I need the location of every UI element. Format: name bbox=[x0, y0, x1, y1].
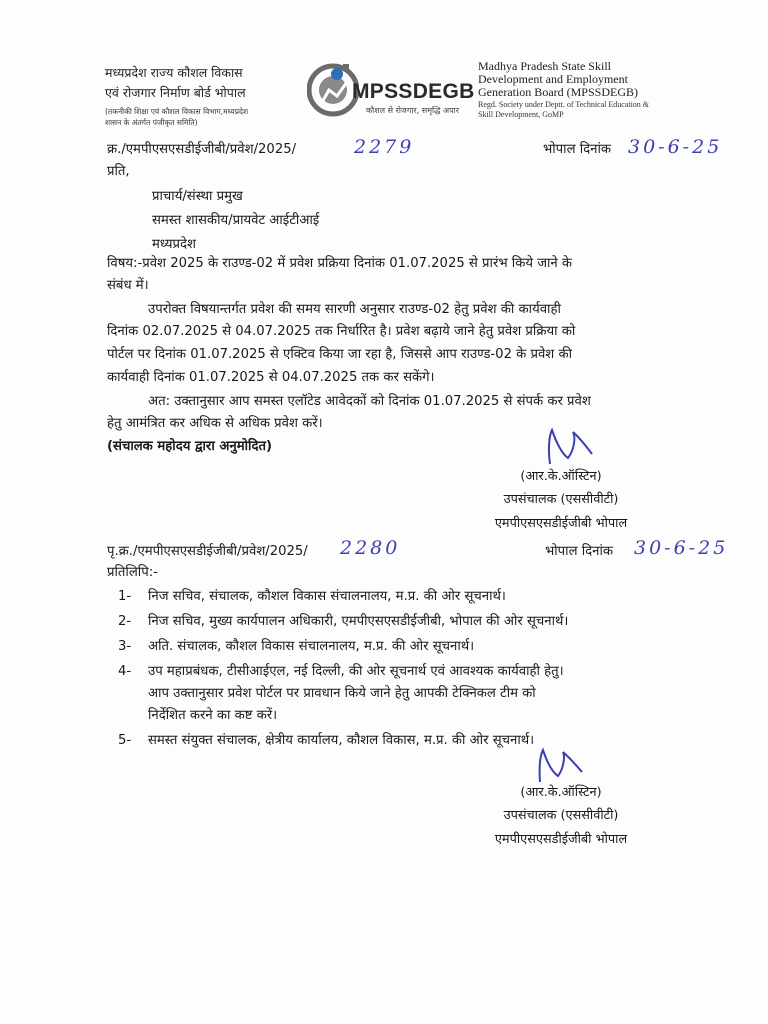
signature-1 bbox=[540, 424, 600, 472]
copy-item-text: उप महाप्रबंधक, टीसीआईएल, नई दिल्ली, की ओर सूचनार्थ एवं आवश्यक कार्यवाही हेतु। bbox=[148, 664, 564, 679]
paragraph1-line4: कार्यवाही दिनांक 01.07.2025 से 04.07.2025 तक कर सकेंगे। bbox=[107, 370, 435, 385]
copy-signatory-org: एमपीएसएसडीईजीबी भोपाल bbox=[494, 832, 628, 847]
copy-place-date-label: भोपाल दिनांक bbox=[545, 544, 614, 559]
copy-item-number: 5- bbox=[118, 733, 132, 748]
org-sub-english-line1: Regd. Society under Deptt. of Technical Education & bbox=[478, 100, 650, 109]
copy-item-text: निर्देशित करने का कष्ट करें। bbox=[148, 708, 278, 723]
salutation-to: प्रति, bbox=[107, 164, 130, 179]
reference-number: क्र./एमपीएसएसडीईजीबी/प्रवेश/2025/ bbox=[107, 142, 297, 157]
signatory-name: (आर.के.ऑस्टिन) bbox=[520, 469, 602, 484]
subject-line2: संबंध में। bbox=[107, 278, 149, 293]
org-name-english-line3: Generation Board (MPSSDEGB) bbox=[478, 85, 638, 99]
copy-item-text: आप उक्तानुसार प्रवेश पोर्टल पर प्रावधान किये जाने हेतु आपकी टेक्निकल टीम को bbox=[148, 686, 536, 701]
paragraph1-line1: उपरोक्त विषयान्तर्गत प्रवेश की समय सारणी अनुसार राउण्ड-02 हेतु प्रवेश की कार्यवाही bbox=[148, 302, 561, 317]
org-sub-english-line2: Skill Development, GoMP bbox=[478, 110, 564, 119]
paragraph2-line1: अत: उक्तानुसार आप समस्त एलॉटेड आवेदकों को दिनांक 01.07.2025 से संपर्क कर प्रवेश bbox=[148, 394, 591, 409]
copy-item-number: 1- bbox=[118, 589, 132, 604]
paragraph1-line2: दिनांक 02.07.2025 से 04.07.2025 तक निर्धारित है। प्रवेश बढ़ाये जाने हेतु प्रवेश प्रक्रिया को bbox=[107, 324, 576, 339]
reference-number-handwritten: 2279 bbox=[354, 136, 415, 158]
copy-signatory-name: (आर.के.ऑस्टिन) bbox=[520, 785, 602, 800]
copy-item-number: 3- bbox=[118, 639, 132, 654]
date-handwritten: 30-6-25 bbox=[628, 136, 723, 158]
logo-wordmark: MPSSDEGB bbox=[352, 80, 475, 103]
signatory-title: उपसंचालक (एससीवीटी) bbox=[503, 492, 619, 507]
paragraph1-line3: पोर्टल पर दिनांक 01.07.2025 से एक्टिव किया जा रहा है, जिससे आप राउण्ड-02 के प्रवेश की bbox=[107, 347, 573, 362]
copy-to-label: प्रतिलिपि:- bbox=[107, 565, 158, 580]
approval-note: (संचालक महोदय द्वारा अनुमोदित) bbox=[107, 439, 272, 454]
addressee-line2: समस्त शासकीय/प्रायवेट आईटीआई bbox=[152, 213, 320, 228]
copy-item-text: निज सचिव, संचालक, कौशल विकास संचालनालय, म.प्र. की ओर सूचनार्थ। bbox=[148, 589, 506, 604]
org-name-english-line2: Development and Employment bbox=[478, 72, 628, 86]
logo-tagline: कौशल से रोजगार, समृद्धि अपार bbox=[366, 106, 459, 115]
signatory-org: एमपीएसएसडीईजीबी भोपाल bbox=[494, 516, 628, 531]
paragraph2-line2: हेतु आमंत्रित कर अधिक से अधिक प्रवेश करें। bbox=[107, 416, 323, 431]
org-name-hindi-line2: एवं रोजगार निर्माण बोर्ड भोपाल bbox=[105, 85, 246, 100]
copy-reference-number: पृ.क्र./एमपीएसएसडीईजीबी/प्रवेश/2025/ bbox=[107, 544, 308, 559]
copy-signatory-title: उपसंचालक (एससीवीटी) bbox=[503, 808, 619, 823]
copy-reference-handwritten: 2280 bbox=[340, 537, 401, 559]
place-date-label: भोपाल दिनांक bbox=[543, 142, 612, 157]
org-name-english-line1: Madhya Pradesh State Skill bbox=[478, 59, 611, 73]
copy-date-handwritten: 30-6-25 bbox=[634, 537, 729, 559]
org-sub-hindi-line1: (तकनीकी शिक्षा एवं कौशल विकास विभाग,मध्यप्रदेश bbox=[105, 107, 249, 116]
copy-item-text: निज सचिव, मुख्य कार्यपालन अधिकारी, एमपीएसएसडीईजीबी, भोपाल की ओर सूचनार्थ। bbox=[148, 614, 569, 629]
org-name-hindi-line1: मध्यप्रदेश राज्य कौशल विकास bbox=[105, 65, 243, 80]
copy-item-number: 2- bbox=[118, 614, 132, 629]
copy-item-text: समस्त संयुक्त संचालक, क्षेत्रीय कार्यालय, कौशल विकास, म.प्र. की ओर सूचनार्थ। bbox=[148, 733, 535, 748]
addressee-line3: मध्यप्रदेश bbox=[152, 237, 196, 252]
org-sub-hindi-line2: शासन के अंतर्गत पंजीकृत समिति) bbox=[105, 118, 198, 127]
subject-line1: विषय:-प्रवेश 2025 के राउण्ड-02 में प्रवेश प्रक्रिया दिनांक 01.07.2025 से प्रारंभ किये जाने के bbox=[107, 256, 573, 271]
copy-item-text: अति. संचालक, कौशल विकास संचालनालय, म.प्र. की ओर सूचनार्थ। bbox=[148, 639, 475, 654]
addressee-line1: प्राचार्य/संस्था प्रमुख bbox=[152, 189, 243, 204]
copy-item-number: 4- bbox=[118, 664, 132, 679]
